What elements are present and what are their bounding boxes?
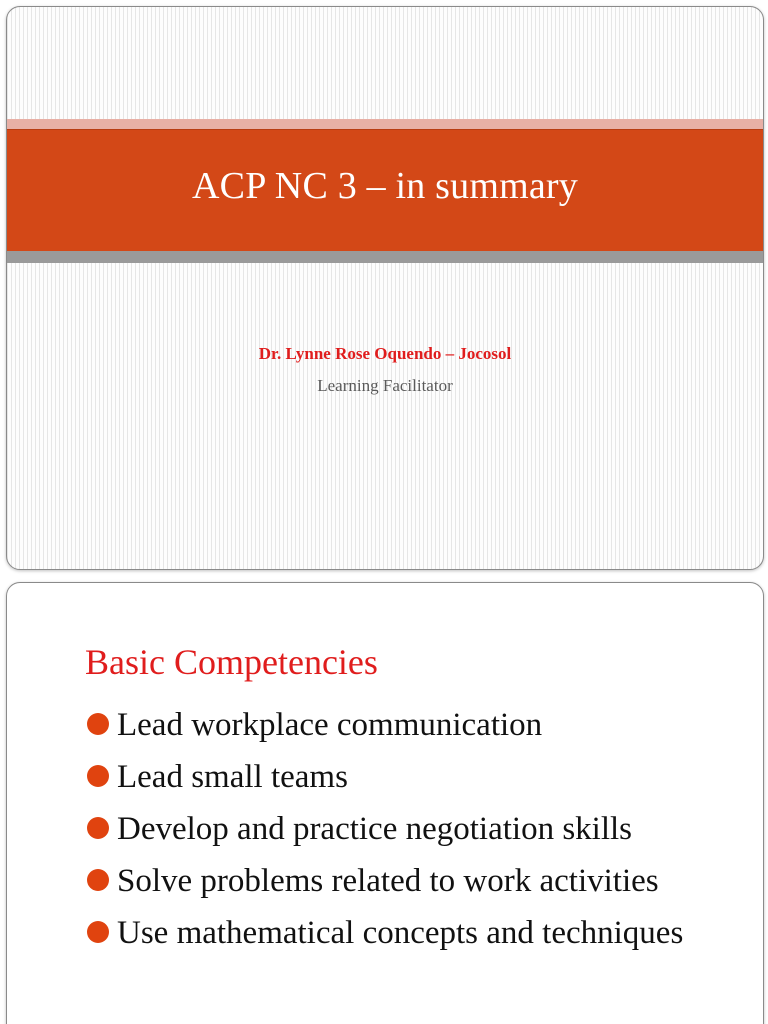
bullet-dot-icon xyxy=(87,817,109,839)
title-band xyxy=(7,129,763,252)
title-band-top-stripe xyxy=(7,119,763,129)
bullet-item xyxy=(87,859,747,903)
bullet-text: Lead small teams xyxy=(117,759,348,795)
slide-heading: Basic Competencies xyxy=(85,642,378,682)
bullet-text: Solve problems related to work activities xyxy=(117,863,659,899)
bullet-dot-icon xyxy=(87,869,109,891)
bullet-item xyxy=(87,703,747,747)
bullet-item xyxy=(87,807,747,851)
content-slide xyxy=(6,582,764,1024)
slide-title: ACP NC 3 – in summary xyxy=(192,165,578,207)
bullet-dot-icon xyxy=(87,765,109,787)
bullet-item xyxy=(87,911,747,955)
title-band-bottom-stripe xyxy=(7,251,763,263)
title-slide xyxy=(6,6,764,570)
bullet-item xyxy=(87,755,747,799)
bullet-dot-icon xyxy=(87,921,109,943)
bullet-dot-icon xyxy=(87,713,109,735)
bullet-text: Develop and practice negotiation skills xyxy=(117,811,633,847)
author-name: Dr. Lynne Rose Oquendo – Jocosol xyxy=(258,344,512,363)
bullet-text: Use mathematical concepts and techniques xyxy=(117,915,684,951)
author-role: Learning Facilitator xyxy=(317,376,453,395)
bullet-text: Lead workplace communication xyxy=(117,707,543,743)
bullet-list xyxy=(87,703,747,963)
